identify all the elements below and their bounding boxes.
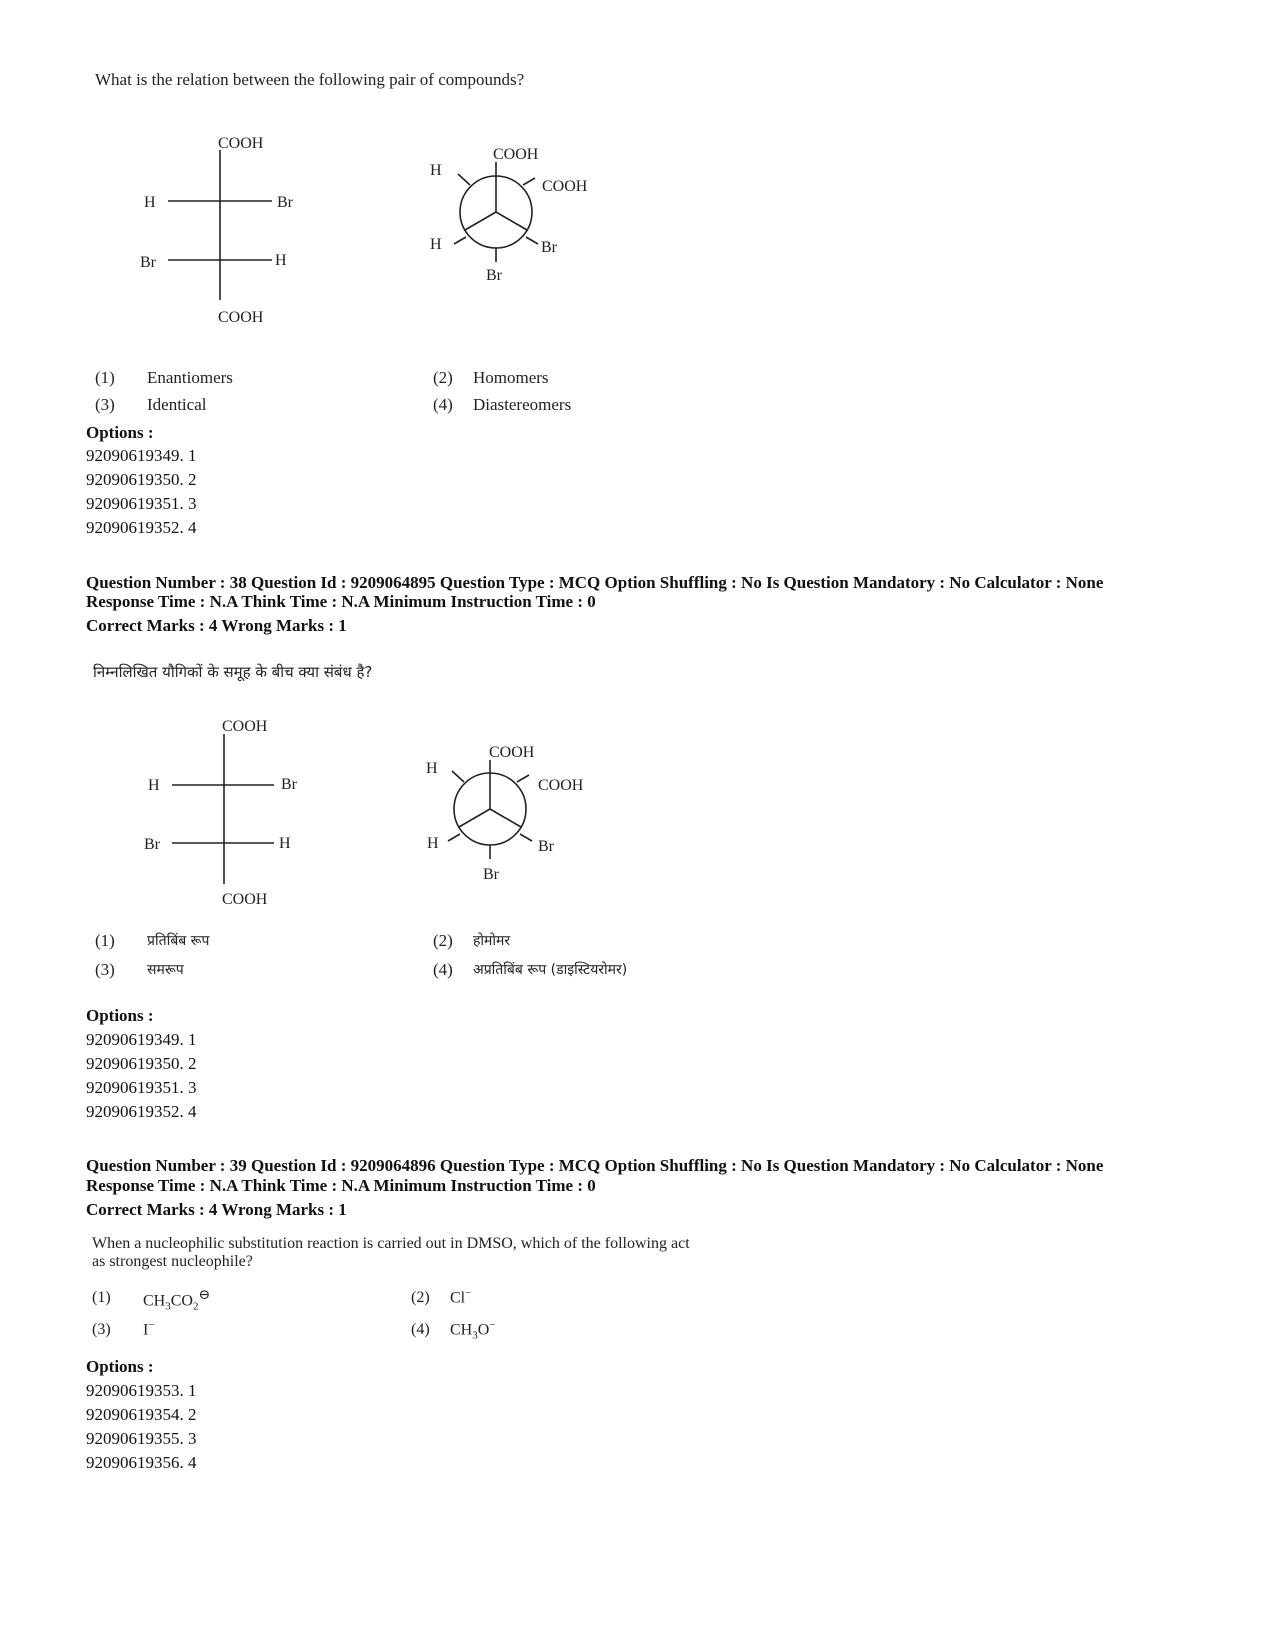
q38-choice-1-text: प्रतिबिंब रूप <box>147 933 210 949</box>
q38-question: निम्नलिखित यौगिकों के समूह के बीच क्या संबंध है? <box>93 663 373 681</box>
q39-header-line2: Response Time : N.A Think Time : N.A Minimum Instruction Time : 0 <box>86 1176 596 1195</box>
q39-choice-4-formula: $CH_3O^-$ <box>450 1319 496 1342</box>
newman-back-left: H <box>430 236 442 253</box>
q37-choice-1-text: Enantiomers <box>147 368 233 387</box>
fischer-r2-right: H <box>275 252 287 269</box>
q38-newman-projection <box>416 738 616 888</box>
q39-question-line1: When a nucleophilic substitution reaction is carried out in DMSO, which of the following act <box>92 1235 690 1252</box>
q39-choice-1-formula: $CH_3CO_2^⊖$ <box>143 1288 211 1313</box>
q37-choice-4-text: Diastereomers <box>473 395 572 414</box>
q38-choice-3-num: (3) <box>95 960 115 979</box>
q39-choice-3-formula: I− <box>143 1319 155 1339</box>
fischer-bottom: COOH <box>222 891 268 908</box>
q38-choice-4-num: (4) <box>433 960 453 979</box>
fischer-r1-right: Br <box>277 194 293 211</box>
q37-option-2: 92090619350. 2 <box>86 470 197 489</box>
newman-back-br: Br <box>541 239 557 256</box>
newman-front-left: H <box>430 162 442 179</box>
fischer-bottom: COOH <box>218 309 264 326</box>
q38-choice-2-num: (2) <box>433 931 453 950</box>
q39-options-label: Options : <box>86 1357 154 1376</box>
q37-option-4: 92090619352. 4 <box>86 518 197 537</box>
q37-choice-4-num: (4) <box>433 395 453 414</box>
q39-question-line2: as strongest nucleophile? <box>92 1253 253 1270</box>
q37-choice-3-num: (3) <box>95 395 115 414</box>
newman-front-top: COOH <box>493 146 539 163</box>
fischer-top: COOH <box>222 718 268 735</box>
q39-choice-1-num: (1) <box>92 1289 111 1306</box>
q38-fischer-projection <box>124 710 334 920</box>
q37-choice-2-num: (2) <box>433 368 453 387</box>
q38-option-4: 92090619352. 4 <box>86 1102 197 1121</box>
q39-option-4: 92090619356. 4 <box>86 1453 197 1472</box>
q38-options-label: Options : <box>86 1006 154 1025</box>
q38-header-line2: Response Time : N.A Think Time : N.A Minimum Instruction Time : 0 <box>86 592 596 611</box>
q38-choice-4-text: अप्रतिबिंब रूप (डाइस्टियरोमर) <box>473 962 628 978</box>
q39-choice-2-num: (2) <box>411 1289 430 1306</box>
fischer-r1-right: Br <box>281 776 297 793</box>
q37-choice-3-text: Identical <box>147 395 207 414</box>
q39-choice-2-formula: Cl− <box>450 1287 472 1307</box>
fischer-r2-left: Br <box>144 836 160 853</box>
fischer-r1-left: H <box>144 194 156 211</box>
newman-back-right: COOH <box>542 178 588 195</box>
q37-newman-projection <box>420 140 620 290</box>
q39-option-1: 92090619353. 1 <box>86 1381 197 1400</box>
q37-choice-2-text: Homomers <box>473 368 549 387</box>
newman-front-left: H <box>426 760 438 777</box>
q39-choice-3-num: (3) <box>92 1321 111 1338</box>
q38-choice-3-text: समरूप <box>147 962 184 978</box>
q38-header-line1: Question Number : 38 Question Id : 9209064895 Question Type : MCQ Option Shuffling : No Is Question Mandatory : No Calculator : None <box>86 573 1104 592</box>
q38-option-3: 92090619351. 3 <box>86 1078 197 1097</box>
fischer-top: COOH <box>218 135 264 152</box>
q37-options-label: Options : <box>86 423 154 442</box>
newman-front-bottom: Br <box>486 267 502 284</box>
fischer-r2-left: Br <box>140 254 156 271</box>
newman-front-bottom: Br <box>483 866 499 883</box>
fischer-r1-left: H <box>148 777 160 794</box>
newman-back-right: COOH <box>538 777 584 794</box>
newman-back-br: Br <box>538 838 554 855</box>
q39-option-3: 92090619355. 3 <box>86 1429 197 1448</box>
fischer-r2-right: H <box>279 835 291 852</box>
q38-choice-1-num: (1) <box>95 931 115 950</box>
q39-header-line1: Question Number : 39 Question Id : 9209064896 Question Type : MCQ Option Shuffling : No Is Question Mandatory : No Calculator : None <box>86 1156 1104 1175</box>
q39-choice-4-num: (4) <box>411 1321 430 1338</box>
q37-option-3: 92090619351. 3 <box>86 494 197 513</box>
q39-option-2: 92090619354. 2 <box>86 1405 197 1424</box>
q38-option-2: 92090619350. 2 <box>86 1054 197 1073</box>
q37-fischer-projection <box>120 128 330 338</box>
q37-choice-1-num: (1) <box>95 368 115 387</box>
q39-marks: Correct Marks : 4 Wrong Marks : 1 <box>86 1200 347 1219</box>
q38-marks: Correct Marks : 4 Wrong Marks : 1 <box>86 616 347 635</box>
q37-option-1: 92090619349. 1 <box>86 446 197 465</box>
q38-choice-2-text: होमोमर <box>473 933 511 949</box>
q38-option-1: 92090619349. 1 <box>86 1030 197 1049</box>
q37-question: What is the relation between the following pair of compounds? <box>95 70 525 89</box>
newman-front-top: COOH <box>489 744 535 761</box>
newman-back-left: H <box>427 835 439 852</box>
